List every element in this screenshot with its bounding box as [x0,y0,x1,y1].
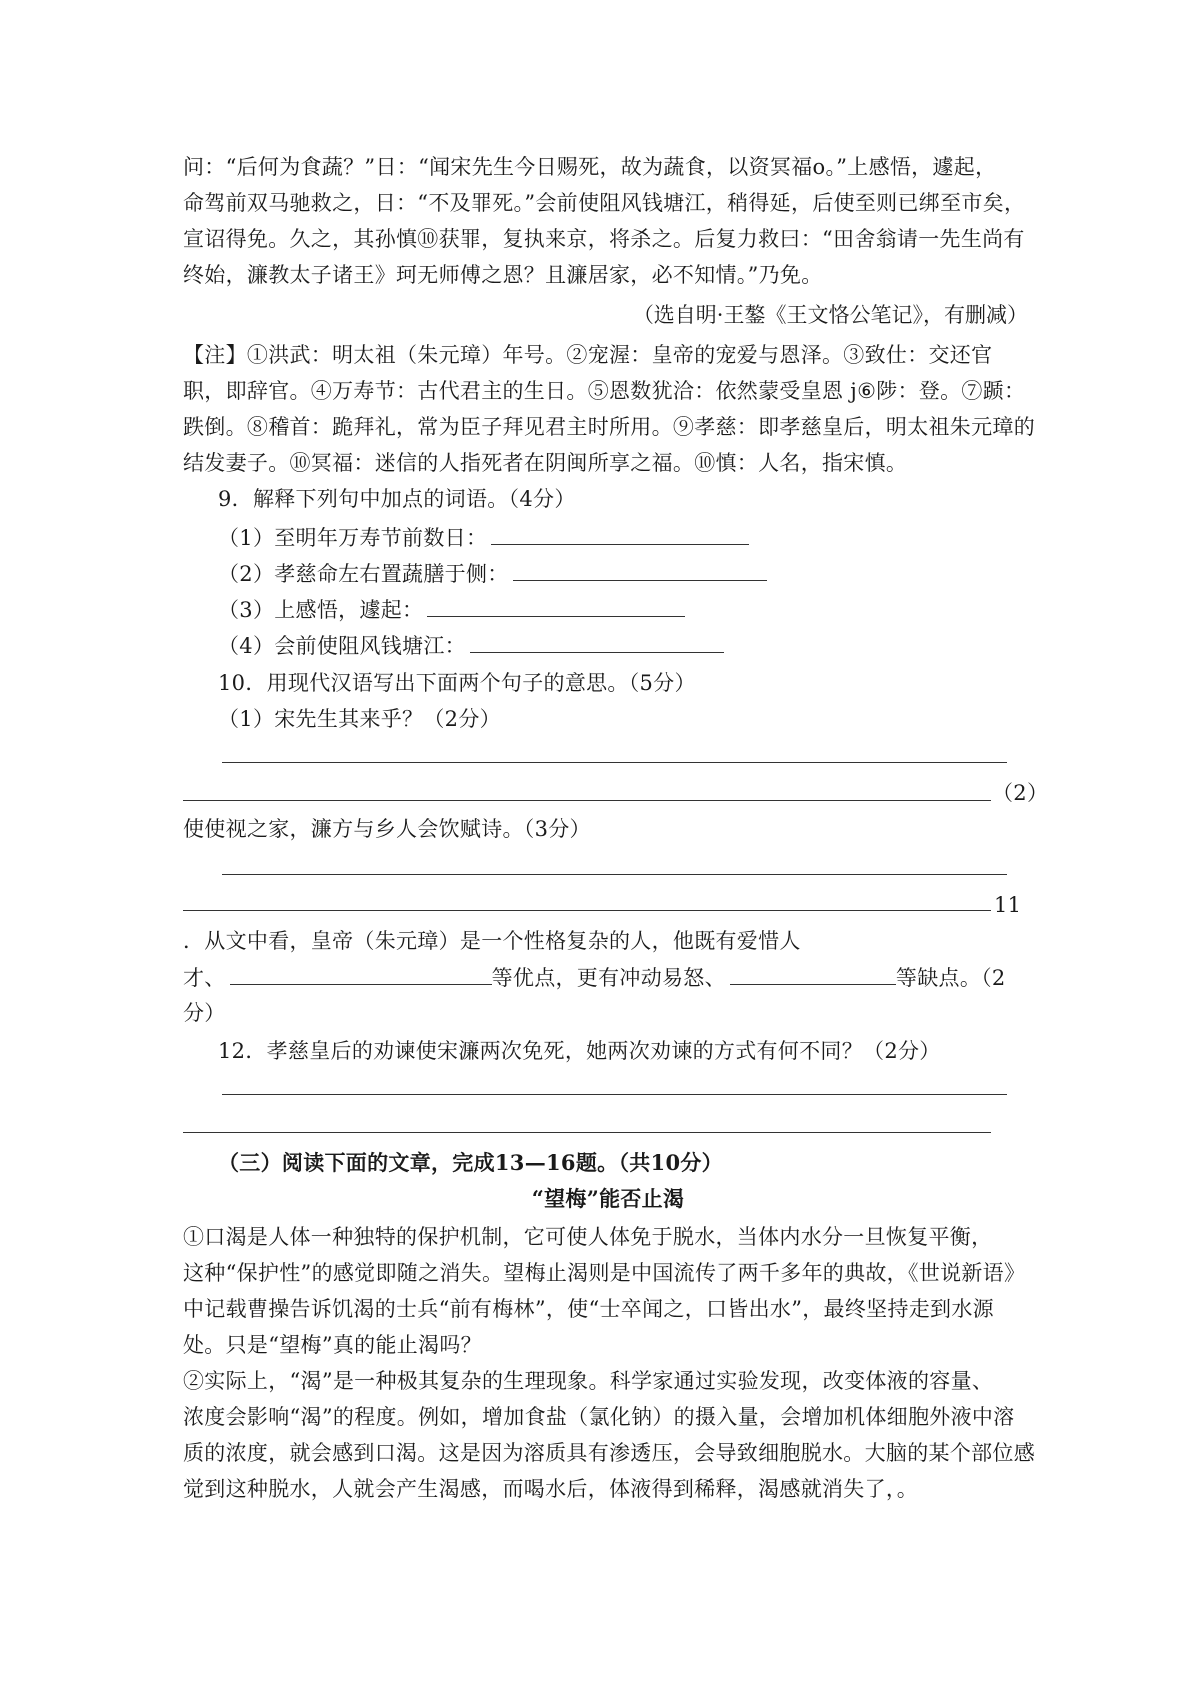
question-11-line-1: ．从文中看，皇帝（朱元璋）是一个性格复杂的人，他既有爱惜人 [183,929,801,953]
question-9-stem: 9．解释下列句中加点的词语。（4分） [218,487,576,511]
note-line: 职，即辞官。④万寿节：古代君主的生日。⑤恩数犹洽：依然蒙受皇恩 j⑥陟：登。⑦踬： [183,379,1026,403]
answer-blank[interactable] [513,558,767,581]
answer-blank[interactable] [491,522,749,545]
source-citation: （选自明·王鏊《王文恪公笔记》，有删减） [632,303,1028,327]
answer-blank[interactable] [730,962,896,985]
question-11-line-3: 分） [183,1001,226,1025]
question-9-item-2 [218,558,1068,589]
question-10-item-2-number: （2） [992,781,1049,805]
paragraph-2-line: ②实际上，“渴”是一种极其复杂的生理现象。科学家通过实验发现，改变体液的容量、 [183,1369,994,1393]
passage-line: 命驾前双马驰救之，日：“不及罪死。”会前使阻风钱塘江，稍得延，后使至则已绑至市矣， [183,191,1026,215]
paragraph-1-line: ①口渴是人体一种独特的保护机制，它可使人体免于脱水，当体内水分一旦恢复平衡， [183,1225,993,1249]
question-11-number: 11 [994,893,1022,917]
question-11-text-b: 等优点，更有冲动易怒、 [491,966,726,990]
question-9-item-2-text: （2）孝慈命左右置蔬膳于侧： [218,562,509,586]
answer-blank[interactable] [470,630,724,653]
paragraph-1-line: 处。只是“望梅”真的能止渴吗？ [183,1333,482,1357]
answer-line[interactable] [183,800,991,801]
answer-blank[interactable] [427,594,685,617]
section-3-heading: （三）阅读下面的文章，完成13—16题。（共10分） [218,1150,723,1175]
passage-line: 终始，濂教太子诸王》珂无师傅之恩？且濂居家，必不知情。”乃免。 [183,263,823,287]
question-9-item-1 [218,522,1068,553]
question-11-line-2 [183,962,1033,993]
passage-line: 问：“后何为食蔬？”日：“闻宋先生今日赐死，故为蔬食，以资冥福o。”上感悟，遽起， [183,155,997,179]
note-line: 跌倒。⑧稽首：跪拜礼，常为臣子拜见君主时所用。⑨孝慈：即孝慈皇后，明太祖朱元璋的 [183,415,1035,439]
answer-line[interactable] [183,1132,991,1133]
question-11-text-c: 等缺点。（2 [895,966,1006,990]
question-11-text-a: 才、 [183,966,226,990]
answer-line[interactable] [222,874,1007,875]
question-10-item-1: （1）宋先生其来乎？（2分） [218,707,501,731]
question-10-item-2: 使使视之家，濂方与乡人会饮赋诗。（3分） [183,817,591,841]
question-9-item-4-text: （4）会前使阻风钱塘江： [218,634,466,658]
question-12-stem: 12．孝慈皇后的劝谏使宋濂两次免死，她两次劝谏的方式有何不同？（2分） [218,1039,941,1063]
paragraph-2-line: 浓度会影响“渴”的程度。例如，增加食盐（氯化钠）的摄入量，会增加机体细胞外液中溶 [183,1405,1015,1429]
question-10-stem: 10．用现代汉语写出下面两个句子的意思。（5分） [218,671,696,695]
answer-line[interactable] [222,762,1007,763]
note-line: 结发妻子。⑩冥福：迷信的人指死者在阴闽所享之福。⑩慎：人名，指宋慎。 [183,451,908,475]
question-9-item-3-text: （3）上感悟，遽起： [218,598,424,622]
question-9-item-1-text: （1）至明年万寿节前数日： [218,526,488,550]
paragraph-2-line: 质的浓度，就会感到口渴。这是因为溶质具有渗透压，会导致细胞脱水。大脑的某个部位感 [183,1441,1035,1465]
article-title: “望梅”能否止渴 [531,1186,685,1211]
paragraph-1-line: 中记载曹操告诉饥渴的士兵“前有梅林”，使“士卒闻之，口皆出水”，最终坚持走到水源 [183,1297,994,1321]
passage-line: 宣诏得免。久之，其孙慎⑩获罪，复执来京，将杀之。后复力救曰：“田舍翁请一先生尚有 [183,227,1025,251]
paragraph-2-line: 觉到这种脱水，人就会产生渴感，而喝水后，体液得到稀释，渴感就消失了，。 [183,1477,918,1501]
answer-blank[interactable] [230,962,492,985]
answer-line[interactable] [183,910,991,911]
question-9-item-4 [218,630,1068,661]
answer-line[interactable] [222,1094,1007,1095]
paragraph-1-line: 这种“保护性”的感觉即随之消失。望梅止渴则是中国流传了两千多年的典故，《世说新语》 [183,1261,1026,1285]
note-line: 【注】①洪武：明太祖（朱元璋）年号。②宠渥：皇帝的宠爱与恩泽。③致仕：交还官 [183,343,993,367]
question-9-item-3 [218,594,1068,625]
